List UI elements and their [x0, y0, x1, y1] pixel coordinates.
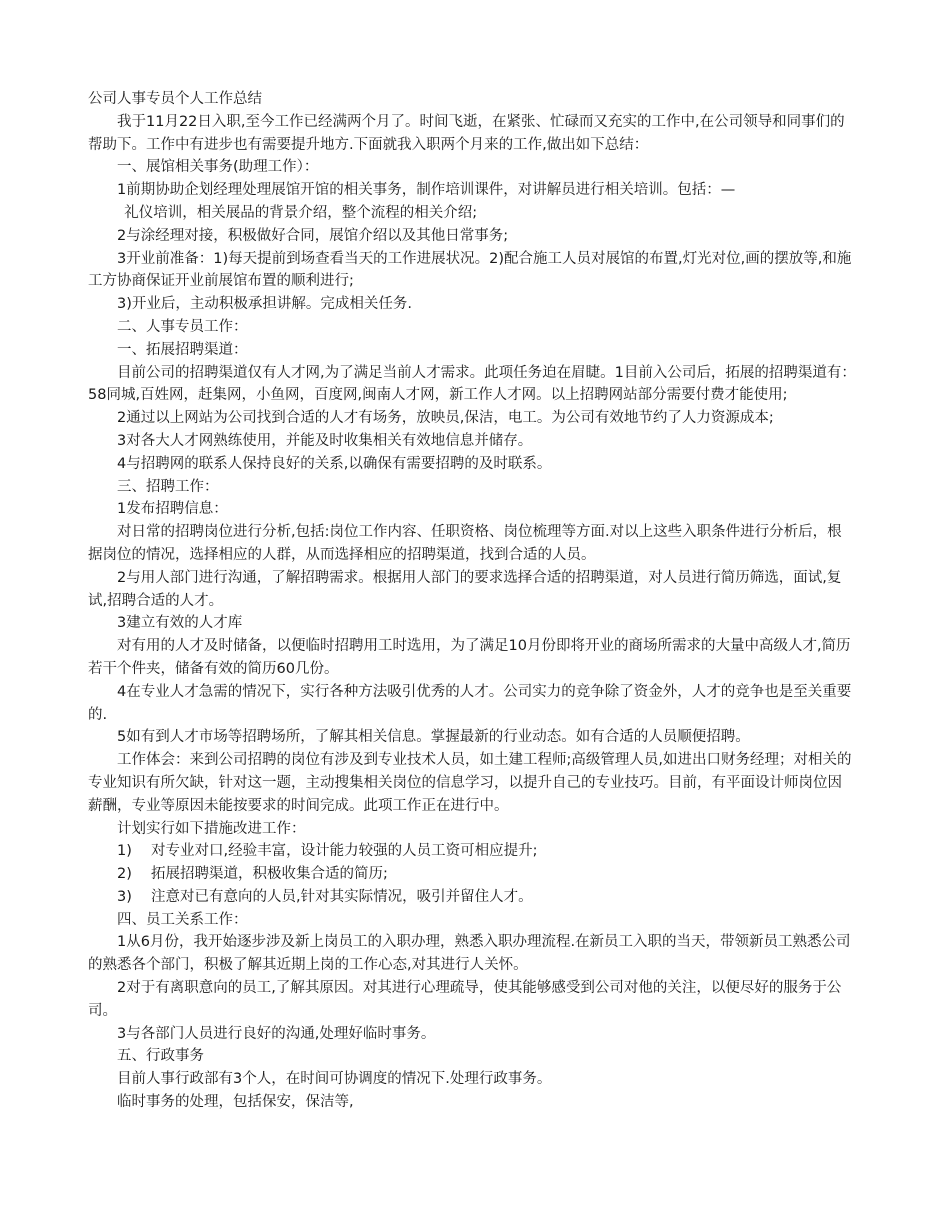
section-heading-exhibition: 一、展馆相关事务(助理工作）：: [117, 159, 319, 176]
paragraph-exhibition-3: 3开业前准备：1)每天提前到场查看当天的工作进展状况。2)配合施工人员对展馆的布置,灯光对位,画的摆放等,和施工方协商保证开业前展馆布置的顺利进行;: [88, 250, 852, 290]
paragraph-exhibition-1: 1前期协助企划经理处理展馆开馆的相关事务，制作培训课件，对讲解员进行相关培训。包括：—: [117, 182, 736, 199]
paragraph-experience: 工作体会：来到公司招聘的岗位有涉及到专业技术人员，如土建工程师;高级管理人员,如进出口财务经理；对相关的专业知识有所欠缺，针对这一题，主动搜集相关岗位的信息学习，以提升自己的专业技巧。目前，有平面设计师岗位因薪酬，专业等原因未能按要求的时间完成。此项工作正在进行中。: [88, 752, 852, 814]
paragraph-channels-1: 目前公司的招聘渠道仅有人才网,为了满足当前人才需求。此项任务迫在眉睫。1目前入公司后，拓展的招聘渠道有：58同城,百姓网，赶集网，小鱼网，百度网,闽南人才网，新工作人才网。以上招聘网站部分需要付费才能使用;: [88, 364, 856, 404]
paragraph-channels-3: 3对各大人才网熟练使用，并能及时收集相关有效地信息并储存。: [117, 432, 533, 449]
document-page: [88, 88, 856, 1114]
paragraph-relations-3: 3与各部门人员进行良好的沟通,处理好临时事务。: [117, 1025, 436, 1042]
paragraph-channels-4: 4与招聘网的联系人保持良好的关系,以确保有需要招聘的及时联系。: [117, 455, 552, 472]
subheading-post-info: 1发布招聘信息：: [117, 501, 228, 518]
list-item-plan-2: 2) 拓展招聘渠道，积极收集合适的简历;: [117, 866, 388, 883]
section-heading-admin: 五、行政事务: [117, 1048, 204, 1065]
section-heading-recruiting: 三、招聘工作：: [117, 478, 219, 495]
paragraph-relations-1: 1从6月份，我开始逐步涉及新上岗员工的入职办理，熟悉入职办理流程.在新员工入职的当天，带领新员工熟悉公司的熟悉各个部门，积极了解其近期上岗的工作心态,对其进行人关怀。: [88, 934, 851, 974]
document-title: 公司人事专员个人工作总结: [88, 91, 262, 107]
paragraph-exhibition-2: 2与涂经理对接，积极做好合同，展馆介绍以及其他日常事务;: [117, 227, 509, 244]
subheading-channels: 一、拓展招聘渠道：: [117, 341, 248, 358]
paragraph-communication: 2与用人部门进行沟通，了解招聘需求。根据用人部门的要求选择合适的招聘渠道，对人员进行简历筛选，面试,复试,招聘合适的人才。: [88, 569, 842, 609]
paragraph-relations-2: 2对于有离职意向的员工,了解其原因。对其进行心理疏导，使其能够感受到公司对他的关注，以便尽好的服务于公司。: [88, 980, 842, 1019]
list-item-plan-1: 1) 对专业对口,经验丰富，设计能力较强的人员工资可相应提升;: [117, 843, 538, 860]
paragraph-channels-2: 2通过以上网站为公司找到合适的人才有场务，放映员,保洁，电工。为公司有效地节约了人力资源成本;: [117, 410, 774, 427]
section-heading-relations: 四、员工关系工作：: [117, 911, 248, 928]
paragraph-attract-talent: 4在专业人才急需的情况下，实行各种方法吸引优秀的人才。公司实力的竞争除了资金外，人才的竞争也是至关重要的.: [88, 683, 852, 723]
section-heading-hr: 二、人事专员工作：: [117, 318, 248, 335]
paragraph-talent-market: 5如有到人才市场等招聘场所，了解其相关信息。掌握最新的行业动态。如有合适的人员顺便招聘。: [117, 729, 750, 746]
list-item-plan-3: 3) 注意对已有意向的人员,针对其实际情况，吸引并留住人才。: [117, 888, 533, 905]
paragraph-talent-pool: 对有用的人才及时储备，以便临时招聘用工时选用，为了满足10月份即将开业的商场所需求的大量中高级人才,简历若干个件夹，储备有效的简历60几份。: [88, 638, 851, 677]
paragraph-exhibition-4: 3)开业后，主动积极承担讲解。完成相关任务.: [117, 296, 412, 313]
paragraph-exhibition-1-cont: 礼仪培训，相关展品的背景介绍，整个流程的相关介绍;: [124, 204, 478, 221]
paragraph-admin-1: 目前人事行政部有3个人，在时间可协调度的情况下.处理行政事务。: [117, 1071, 552, 1088]
paragraph-post-info: 对日常的招聘岗位进行分析,包括:岗位工作内容、任职资格、岗位梳理等方面.对以上这些入职条件进行分析后，根据岗位的情况，选择相应的人群，从而选择相应的招聘渠道，找到合适的人员。: [88, 524, 842, 563]
paragraph-intro: 我于11月22日入职,至今工作已经满两个月了。时间飞逝，在紧张、忙碌而又充实的工作中,在公司领导和同事们的帮助下。工作中有进步也有需要提升地方.下面就我入职两个月来的工作,做出如下总结：: [88, 113, 845, 153]
paragraph-admin-2: 临时事务的处理，包括保安，保洁等,: [117, 1094, 354, 1111]
subheading-talent-pool: 3建立有效的人才库: [117, 615, 243, 632]
paragraph-improvement-plan: 计划实行如下措施改进工作：: [117, 820, 306, 837]
